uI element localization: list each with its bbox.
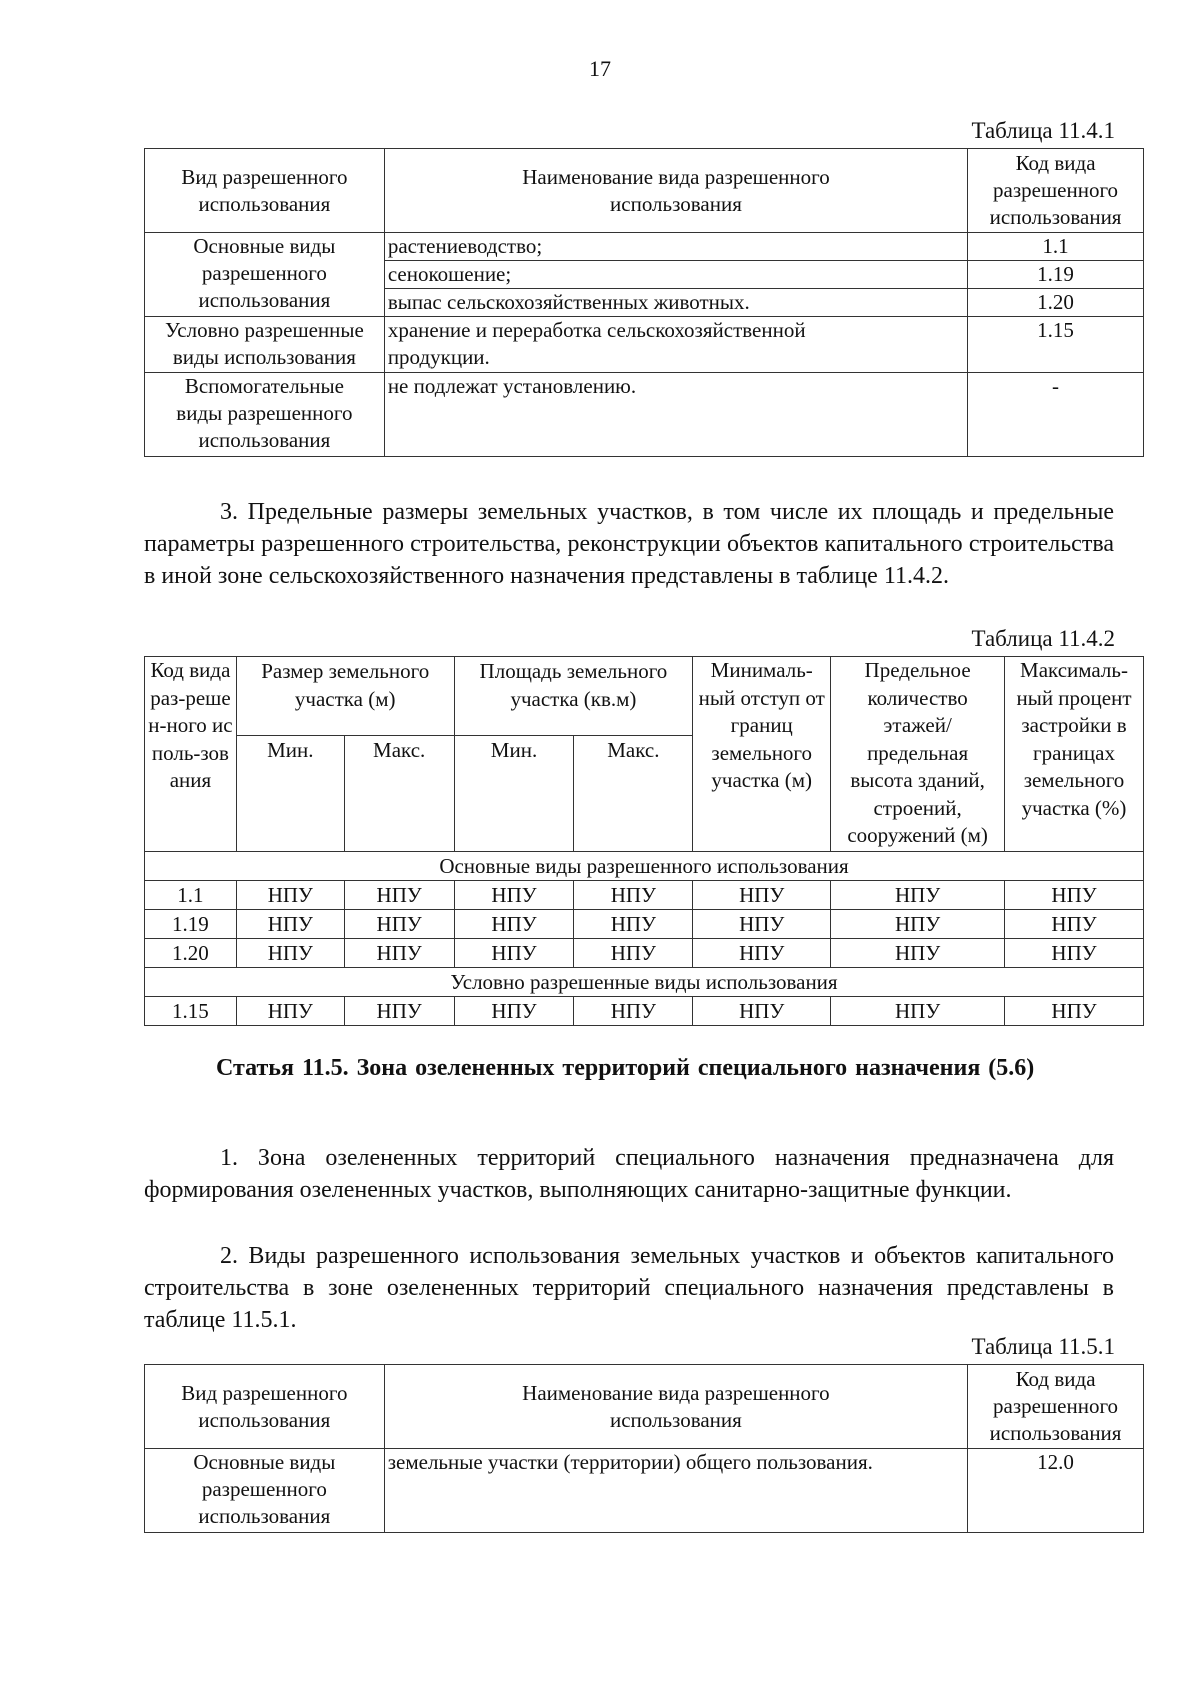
code-cell: 1.20 — [145, 939, 237, 968]
table-row — [145, 997, 1144, 1026]
section-title: Условно разрешенные виды использования — [145, 968, 1144, 997]
use-name-cell: выпас сельскохозяйственных животных. — [384, 289, 967, 317]
value-cell: НПУ — [1005, 997, 1144, 1026]
header-min: Мин. — [236, 736, 344, 852]
use-type-cell: Условно разрешенные виды использования — [145, 317, 385, 373]
code-cell: - — [968, 373, 1144, 457]
table-header-row — [145, 657, 1144, 736]
value-cell: НПУ — [693, 939, 831, 968]
value-cell: НПУ — [1005, 881, 1144, 910]
table-caption: Таблица 11.5.1 — [971, 1334, 1115, 1359]
header-max: Макс. — [574, 736, 693, 852]
header-cell: Наименование вида разрешенного использования — [384, 1365, 967, 1449]
table-row — [145, 233, 1144, 261]
code-cell: 1.15 — [968, 317, 1144, 373]
value-cell: НПУ — [236, 997, 344, 1026]
value-cell: НПУ — [454, 939, 574, 968]
section-row — [145, 852, 1144, 881]
header-cell: Вид разрешенного использования — [145, 1365, 385, 1449]
table-11-4-2 — [144, 656, 1144, 1026]
code-cell: 1.19 — [145, 910, 237, 939]
table-11-5-1 — [144, 1364, 1144, 1533]
value-cell: НПУ — [574, 939, 693, 968]
value-cell: НПУ — [693, 881, 831, 910]
header-floors: Предельное количество этажей/ предельная высота зданий, строений, сооружений (м) — [831, 657, 1005, 852]
value-cell: НПУ — [454, 997, 574, 1026]
code-cell: 1.1 — [968, 233, 1144, 261]
value-cell: НПУ — [831, 997, 1005, 1026]
value-cell: НПУ — [454, 881, 574, 910]
table-header-row — [145, 149, 1144, 233]
header-min: Мин. — [454, 736, 574, 852]
paragraph-3: 3. Предельные размеры земельных участков, в том числе их площадь и предельные параметры разрешенного строительства, реконструкции объектов капитального строительства в иной зоне сельскохозяйственного назначения представлены в таблице 11.4.2. — [144, 499, 1114, 589]
value-cell: НПУ — [693, 910, 831, 939]
value-cell: НПУ — [693, 997, 831, 1026]
code-cell: 1.1 — [145, 881, 237, 910]
header-cell: Код вида разрешенного использования — [968, 1365, 1144, 1449]
table-11-4-1 — [144, 148, 1144, 457]
value-cell: НПУ — [236, 910, 344, 939]
use-type-cell: Основные виды разрешенного использования — [145, 1449, 385, 1533]
value-cell: НПУ — [344, 939, 454, 968]
section-row — [145, 968, 1144, 997]
value-cell: НПУ — [236, 939, 344, 968]
header-cell: Наименование вида разрешенного использования — [384, 149, 967, 233]
value-cell: НПУ — [236, 881, 344, 910]
header-area: Площадь земельного участка (кв.м) — [454, 657, 693, 736]
value-cell: НПУ — [831, 939, 1005, 968]
code-cell: 1.15 — [145, 997, 237, 1026]
code-cell: 1.20 — [968, 289, 1144, 317]
table-caption: Таблица 11.4.2 — [971, 626, 1115, 651]
header-cell: Вид разрешенного использования — [145, 149, 385, 233]
page-number: 17 — [589, 56, 611, 81]
value-cell: НПУ — [344, 881, 454, 910]
value-cell: НПУ — [831, 881, 1005, 910]
use-name-cell: не подлежат установлению. — [384, 373, 967, 457]
value-cell: НПУ — [574, 910, 693, 939]
use-name-cell: растениеводство; — [384, 233, 967, 261]
table-row — [145, 373, 1144, 457]
value-cell: НПУ — [344, 910, 454, 939]
value-cell: НПУ — [454, 910, 574, 939]
value-cell: НПУ — [831, 910, 1005, 939]
code-cell: 12.0 — [968, 1449, 1144, 1533]
table-caption: Таблица 11.4.1 — [971, 118, 1115, 143]
value-cell: НПУ — [344, 997, 454, 1026]
header-offset: Минималь-ный отступ от границ земельного участка (м) — [693, 657, 831, 852]
table-row — [145, 1449, 1144, 1533]
header-max: Макс. — [344, 736, 454, 852]
table-row — [145, 910, 1144, 939]
table-row — [145, 939, 1144, 968]
header-cell: Код вида разрешенного использования — [968, 149, 1144, 233]
table-header-row — [145, 1365, 1144, 1449]
use-name-cell: хранение и переработка сельскохозяйственной продукции. — [384, 317, 967, 373]
header-percent: Максималь-ный процент застройки в границах земельного участка (%) — [1005, 657, 1144, 852]
use-type-cell: Основные виды разрешенного использования — [145, 233, 385, 317]
header-code: Код вида раз-решен-ного исполь-зования — [145, 657, 237, 852]
section-title: Основные виды разрешенного использования — [145, 852, 1144, 881]
use-name-cell: сенокошение; — [384, 261, 967, 289]
paragraph-1: 1. Зона озелененных территорий специального назначения предназначена для формирования озелененных участков, выполняющих санитарно-защитные функции. — [144, 1145, 1114, 1203]
value-cell: НПУ — [1005, 939, 1144, 968]
value-cell: НПУ — [574, 997, 693, 1026]
header-size: Размер земельного участка (м) — [236, 657, 454, 736]
table-row — [145, 317, 1144, 373]
article-heading: Статья 11.5. Зона озелененных территорий специального назначения (5.6) — [216, 1055, 1035, 1081]
use-name-cell: земельные участки (территории) общего пользования. — [384, 1449, 967, 1533]
use-type-cell: Вспомогательные виды разрешенного использования — [145, 373, 385, 457]
table-row — [145, 881, 1144, 910]
value-cell: НПУ — [1005, 910, 1144, 939]
paragraph-2: 2. Виды разрешенного использования земельных участков и объектов капитального строительства в зоне озелененных территорий специального назначения представлены в таблице 11.5.1. — [144, 1243, 1114, 1333]
code-cell: 1.19 — [968, 261, 1144, 289]
value-cell: НПУ — [574, 881, 693, 910]
